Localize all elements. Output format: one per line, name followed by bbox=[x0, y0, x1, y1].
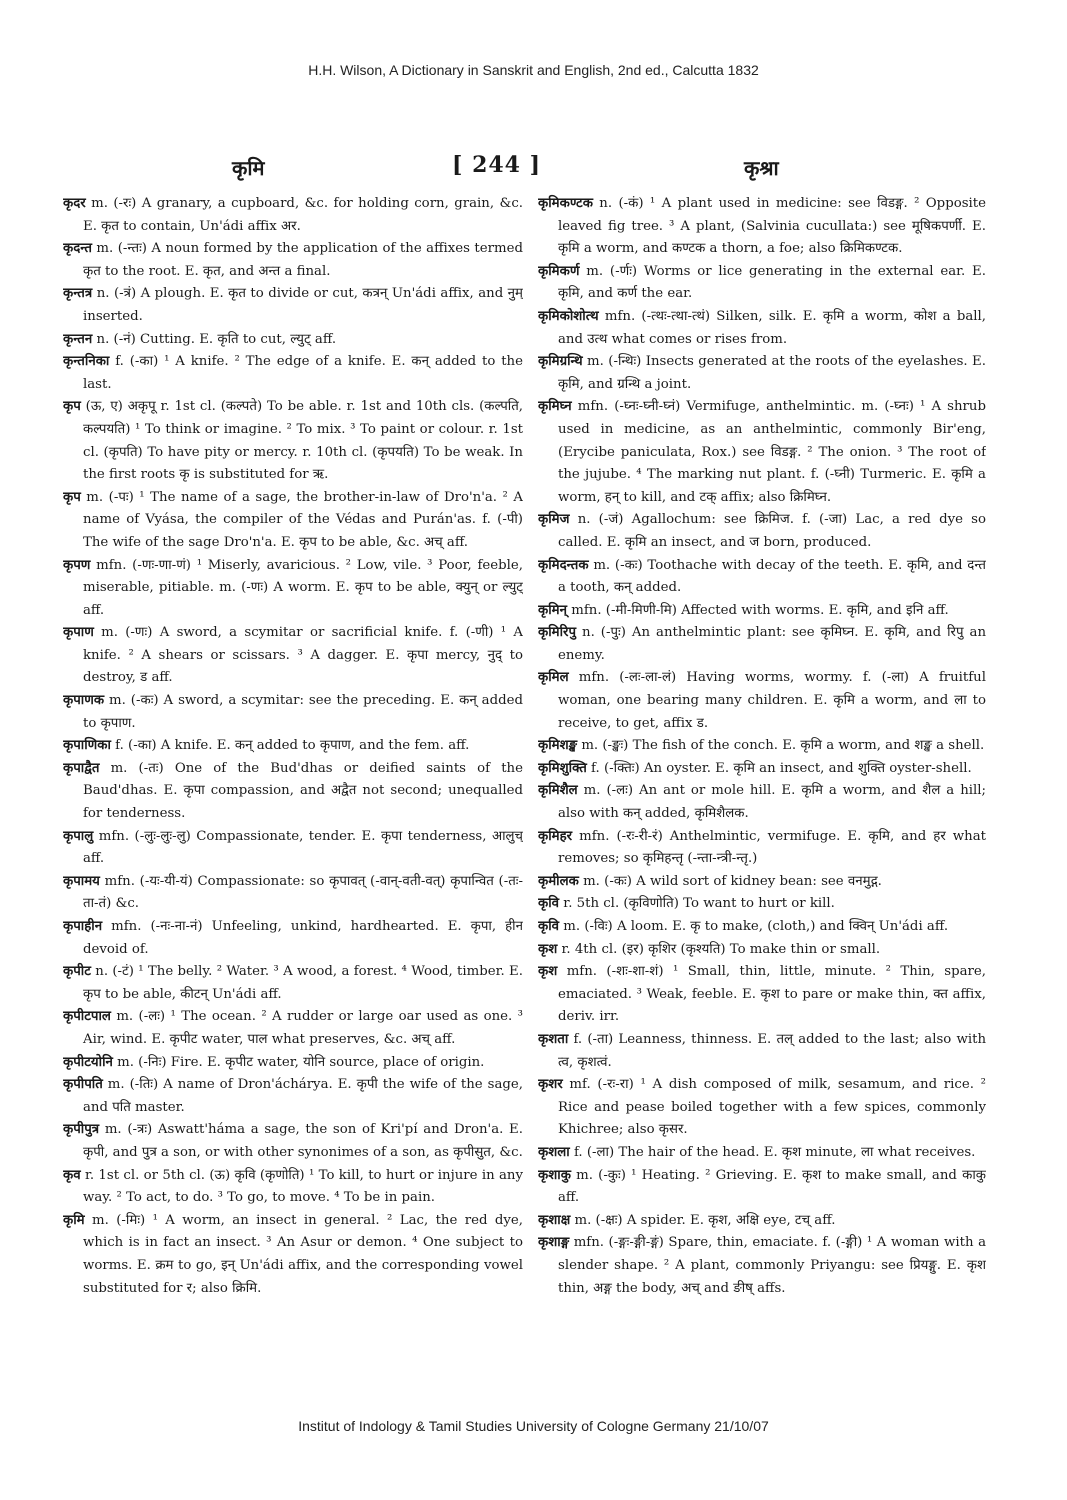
dictionary-entry bbox=[538, 396, 986, 509]
entry-definition: mfn. (-ङ्गः-ङ्गी-ङ्गं) Spare, thin, emaciate. f. (-ङ्गी) ¹ A woman with a slender shape. ² A plant, commonly Priyangu: see प्रियङ्गु. E. कृश thin, अङ्ग the body, अच् and ङीष् affs. bbox=[558, 1235, 986, 1296]
entry-headword: कृमिन् bbox=[538, 602, 567, 618]
dictionary-entry bbox=[63, 735, 523, 758]
entry-definition: mfn. (-मी-मिणी-मि) Affected with worms. E. कृमि, and इनि aff. bbox=[571, 602, 949, 618]
entry-definition: m. (-लः) An ant or mole hill. E. कृमि a worm, and शैल a hill; also with कन् added, कृमिशैलक. bbox=[558, 783, 986, 822]
dictionary-entry bbox=[538, 1232, 986, 1300]
entry-definition: n. (-जं) Agallochum: see क्रिमिज. f. (-जा) Lac, a red dye so called. E. कृमि an insect, and ज born, produced. bbox=[558, 512, 986, 550]
entry-headword: कृपीट bbox=[63, 964, 91, 980]
dictionary-entry bbox=[538, 1210, 986, 1233]
dictionary-entry bbox=[538, 555, 986, 600]
entry-definition: mfn. (-घ्नः-घ्नी-घ्नं) Vermifuge, anthelmintic. m. (-घ्नः) ¹ A shrub used in medicine, as an anthelmintic, commonly Bir'eng, (Erycibe paniculata, Rox.) see विडङ्ग. ² The onion. ³ The root of the jujube. ⁴ The marking nut plant. f. (-घ्नी) Turmeric. E. कृमि a worm, हन् to kill, and टक् affix; also क्रिमिघ्न. bbox=[558, 399, 986, 505]
entry-definition: mfn. (-त्थः-त्था-त्थं) Silken, silk. E. कृमि a worm, कोश a ball, and उत्थ what comes or rises from. bbox=[558, 308, 986, 347]
dictionary-entry bbox=[538, 871, 986, 894]
entry-definition: m. (-न्थिः) Insects generated at the roots of the eyelashes. E. कृमि, and ग्रन्थि a joint. bbox=[558, 354, 986, 392]
entry-definition: m. (-ङ्खः) The fish of the conch. E. कृमि a worm, and शङ्ख a shell. bbox=[581, 738, 985, 754]
dictionary-entry bbox=[63, 487, 523, 555]
entry-headword: कृशर bbox=[538, 1077, 563, 1093]
entry-headword: कृपालु bbox=[63, 828, 94, 844]
dictionary-entry bbox=[63, 396, 523, 486]
entry-definition: mfn. (-शः-शा-शं) ¹ Small, thin, little, minute. ² Thin, spare, emaciated. ³ Weak, feeble. E. कृश to pare or make thin, क्त affix, deriv. irr. bbox=[558, 964, 986, 1025]
entry-headword: कृमिल bbox=[538, 670, 569, 686]
entry-definition: m. (-तः) One of the Bud'dhas or deified saints of the Baud'dhas. E. कृपा compassion, and अद्वैत not second; unequalled for tenderness. bbox=[83, 760, 523, 822]
entry-headword: कृपाहीन bbox=[63, 919, 103, 934]
entry-definition: m. (-न्तः) A noun formed by the application of the affixes termed कृत to the root. E. कृत, and अन्त a final. bbox=[83, 241, 523, 279]
entry-headword: कृशला bbox=[538, 1144, 570, 1160]
entry-definition: r. 1st cl. or 5th cl. (ऊ) कृवि (कृणोति) ¹ To kill, to hurt or injure in any way. ² To act, to do. ³ To go, to move. ⁴ To be in pain. bbox=[83, 1167, 523, 1206]
entry-headword: कृश bbox=[538, 941, 558, 957]
entry-definition: m. (-कः) A sword, a scymitar: see the preceding. E. कन् added to कृपाण. bbox=[83, 693, 523, 731]
dictionary-entry bbox=[63, 1074, 523, 1119]
entry-definition: m. (-कुः) ¹ Heating. ² Grieving. E. कृश to make small, and काकु aff. bbox=[558, 1167, 986, 1206]
entry-headword: कृपाण bbox=[63, 625, 94, 641]
dictionary-entry bbox=[63, 961, 523, 1006]
entry-headword: कृव bbox=[63, 1167, 81, 1183]
entry-definition: m. (-त्रः) Aswatt'háma a sage, the son of Kri'pí and Dron'a. E. कृपी, and पुत्र a son, or with other synonimes of a son, as कृपीसुत, &c. bbox=[83, 1122, 523, 1160]
entry-headword: कृपाद्वैत bbox=[63, 760, 100, 776]
entry-definition: mfn. (-यः-यी-यं) Compassionate: so कृपावत् (-वान्-वती-वत्) कृपान्वित (-तः-ता-तं) &c. bbox=[83, 873, 523, 912]
entry-headword: कृदन्त bbox=[63, 241, 92, 257]
source-citation: H.H. Wilson, A Dictionary in Sanskrit and English, 2nd ed., Calcutta 1832 bbox=[308, 62, 759, 78]
dictionary-entry bbox=[538, 351, 986, 396]
entry-definition: (ऊ, ए) अकृपू r. 1st cl. (कल्पते) To be able. r. 1st and 10th cls. (कल्पति, कल्पयति) ¹ To think or imagine. ² To mix. ³ To paint or colour. r. 1st cl. (कृपति) To have pity or mercy. r. 10th cl. (कृपयति) To be weak. In the first roots कृ is substituted for ऋ. bbox=[83, 399, 523, 483]
entry-definition: mfn. (-णः-णा-णं) ¹ Miserly, avaricious. ² Low, vile. ³ Poor, feeble, miserable, pitiable. m. (-णः) A worm. E. कृप to be able, क्युन् or ल्युट् aff. bbox=[83, 557, 523, 618]
dictionary-entry bbox=[63, 351, 523, 396]
dictionary-entry bbox=[63, 1119, 523, 1164]
entry-definition: m. (-तिः) A name of Dron'áchárya. E. कृपी the wife of the sage, and पति master. bbox=[83, 1077, 523, 1115]
entry-headword: कृप bbox=[63, 489, 81, 505]
dictionary-entry bbox=[63, 555, 523, 623]
entry-headword: कृप bbox=[63, 399, 81, 415]
dictionary-entry bbox=[538, 193, 986, 261]
entry-headword: कृपीपुत्र bbox=[63, 1122, 100, 1138]
entry-headword: कृमिशैल bbox=[538, 783, 578, 799]
dictionary-entry bbox=[538, 306, 986, 351]
dictionary-entry bbox=[63, 329, 523, 352]
right-running-headword: कृश्रा bbox=[744, 156, 779, 180]
entry-definition: n. (-कं) ¹ A plant used in medicine: see विडङ्ग. ² Opposite leaved fig tree. ³ A plant, (Salvinia cucullata:) see मूषिकपर्णी. E. कृमि a worm, and कण्टक a thorn, a foe; also क्रिमिकण्टक. bbox=[558, 196, 986, 257]
entry-headword: कृमिदन्तक bbox=[538, 557, 589, 573]
dictionary-entry bbox=[538, 1142, 986, 1165]
entry-definition: mfn. (-रः-री-रं) Anthelmintic, vermifuge. E. कृमि, and हर what removes; so कृमिहन्तृ (-न्ता-न्त्री-न्तृ.) bbox=[558, 828, 986, 867]
entry-headword: कृदर bbox=[63, 196, 86, 211]
entry-definition: m. (-णः) A sword, a scymitar or sacrificial knife. f. (-णी) ¹ A knife. ² A shears or scissars. ³ A dagger. E. कृपा mercy, नुद् to destroy, ड aff. bbox=[83, 625, 523, 686]
dictionary-entry bbox=[538, 1165, 986, 1210]
entry-headword: कृशाक्ष bbox=[538, 1212, 571, 1228]
entry-definition: mf. (-रः-रा) ¹ A dish composed of milk, sesamum, and rice. ² Rice and pease boiled together with a few spices, commonly Khichree; also कृसर. bbox=[558, 1077, 986, 1138]
dictionary-entry bbox=[538, 735, 986, 758]
left-column bbox=[63, 193, 523, 1411]
entry-definition: m. (-कः) A wild sort of kidney bean: see वनमुद्ग. bbox=[583, 873, 882, 889]
entry-headword: कृवि bbox=[538, 919, 560, 934]
entry-definition: n. (-त्रं) A plough. E. कृत to divide or cut, कत्रन् Un'ádi affix, and नुम् inserted. bbox=[83, 286, 523, 324]
entry-definition: n. (-टं) ¹ The belly. ² Water. ³ A wood, a forest. ⁴ Wood, timber. E. कृप to be able, कीटन् Un'ádi aff. bbox=[83, 964, 523, 1002]
entry-headword: कृपीपति bbox=[63, 1077, 103, 1093]
footer-credit: Institut of Indology & Tamil Studies University of Cologne Germany 21/10/07 bbox=[298, 1418, 769, 1434]
dictionary-entry bbox=[63, 916, 523, 961]
right-column bbox=[538, 193, 986, 1411]
dictionary-entry bbox=[63, 1006, 523, 1051]
entry-definition: f. (-ला) The hair of the head. E. कृश minute, ला what receives. bbox=[573, 1144, 976, 1160]
entry-headword: कृन्तत्र bbox=[63, 286, 93, 302]
dictionary-entry bbox=[63, 758, 523, 826]
dictionary-entry bbox=[63, 826, 523, 871]
dictionary-entry bbox=[63, 193, 523, 238]
dictionary-entry bbox=[63, 690, 523, 735]
dictionary-entry bbox=[63, 283, 523, 328]
dictionary-entry bbox=[538, 758, 986, 781]
entry-headword: कृमिरिपु bbox=[538, 625, 577, 641]
entry-headword: कृपण bbox=[63, 557, 91, 573]
dictionary-entry bbox=[63, 238, 523, 283]
entry-definition: m. (-कः) Toothache with decay of the teeth. E. कृमि, and दन्त a tooth, कन् added. bbox=[558, 557, 986, 596]
entry-headword: कृमि bbox=[63, 1212, 85, 1228]
entry-headword: कृपीटयोनि bbox=[63, 1054, 113, 1070]
entry-definition: m. (-निः) Fire. E. कृपीट water, योनि source, place of origin. bbox=[117, 1054, 485, 1070]
entry-definition: f. (-का) A knife. E. कन् added to कृपाण, and the fem. aff. bbox=[115, 738, 470, 754]
page-number: [ 244 ] bbox=[452, 152, 542, 178]
dictionary-entry bbox=[538, 667, 986, 735]
dictionary-entry bbox=[63, 622, 523, 690]
entry-headword: कृपीटपाल bbox=[63, 1009, 111, 1025]
entry-headword: कृपाणक bbox=[63, 693, 105, 709]
entry-headword: कृवि bbox=[538, 896, 560, 912]
entry-headword: कृपाणिका bbox=[63, 738, 111, 754]
dictionary-entry bbox=[538, 1074, 986, 1142]
entry-definition: m. (-विः) A loom. E. कृ to make, (cloth,) and क्विन् Un'ádi aff. bbox=[563, 919, 949, 934]
dictionary-entry bbox=[538, 509, 986, 554]
dictionary-entry bbox=[538, 261, 986, 306]
entry-headword: कृमिकोशोत्थ bbox=[538, 308, 599, 324]
entry-headword: कृमिहर bbox=[538, 828, 573, 844]
entry-definition: m. (-रः) A granary, a cupboard, &c. for holding corn, grain, &c. E. कृत to contain, Un'ádi affix अर. bbox=[83, 196, 523, 234]
dictionary-entry bbox=[538, 961, 986, 1029]
entry-definition: r. 4th cl. (इर) कृशिर (कृश्यति) To make thin or small. bbox=[561, 941, 881, 957]
entry-definition: m. (-पः) ¹ The name of a sage, the brother-in-law of Dro'n'a. ² A name of Vyása, the compiler of the Védas and Purán'as. f. (-पी) The wife of the sage Dro'n'a. E. कृप to be able, &c. अच् aff. bbox=[83, 489, 523, 550]
entry-definition: m. (-मिः) ¹ A worm, an insect in general. ² Lac, the red dye, which is in fact an insect. ³ An Asur or demon. ⁴ One subject to worms. E. क्रम to go, इन् Un'ádi affix, and the corresponding vowel substituted for र; also क्रिमि. bbox=[83, 1212, 523, 1296]
dictionary-entry bbox=[63, 1052, 523, 1075]
entry-headword: कृन्तन bbox=[63, 331, 93, 347]
dictionary-entry bbox=[63, 1165, 523, 1210]
entry-headword: कृमिशङ्ख bbox=[538, 738, 578, 754]
dictionary-entry bbox=[538, 826, 986, 871]
entry-headword: कृमिकर्ण bbox=[538, 263, 580, 279]
entry-headword: कृमिकण्टक bbox=[538, 196, 593, 211]
entry-definition: mfn. (-नः-ना-नं) Unfeeling, unkind, hardhearted. E. कृपा, हीन devoid of. bbox=[83, 919, 523, 957]
entry-definition: f. (-का) ¹ A knife. ² The edge of a knife. E. कन् added to the last. bbox=[83, 354, 523, 392]
entry-headword: कृमिशुक्ति bbox=[538, 760, 587, 776]
entry-definition: n. (-पुः) An anthelmintic plant: see कृमिघ्न. E. कृमि, and रिपु an enemy. bbox=[558, 625, 986, 663]
entry-headword: कृशाङ्ग bbox=[538, 1235, 570, 1251]
dictionary-entry bbox=[538, 1029, 986, 1074]
entry-headword: कृन्तनिका bbox=[63, 354, 110, 370]
entry-definition: n. (-नं) Cutting. E. कृति to cut, ल्युट् aff. bbox=[96, 331, 337, 347]
entry-definition: m. (-र्णः) Worms or lice generating in the external ear. E. कृमि, and कर्ण the ear. bbox=[558, 263, 986, 302]
dictionary-entry bbox=[538, 780, 986, 825]
entry-headword: कृशाकु bbox=[538, 1167, 571, 1183]
entry-headword: कृशता bbox=[538, 1031, 569, 1047]
dictionary-entry bbox=[538, 916, 986, 939]
entry-definition: f. (-क्तिः) An oyster. E. कृमि an insect, and शुक्ति oyster-shell. bbox=[591, 760, 972, 776]
entry-headword: कृमीलक bbox=[538, 873, 579, 889]
entry-definition: m. (-लः) ¹ The ocean. ² A rudder or large oar used as one. ³ Air, wind. E. कृपीट water, पाल what preserves, &c. अच् aff. bbox=[83, 1009, 523, 1047]
dictionary-entry bbox=[538, 622, 986, 667]
running-head bbox=[0, 150, 1067, 184]
dictionary-entry bbox=[538, 600, 986, 623]
dictionary-entry bbox=[63, 1210, 523, 1300]
entry-headword: कृमिघ्न bbox=[538, 399, 572, 415]
entry-headword: कृश bbox=[538, 964, 558, 980]
dictionary-entry bbox=[63, 871, 523, 916]
entry-definition: f. (-ता) Leanness, thinness. E. तल् added to the last; also with त्व, कृशत्वं. bbox=[558, 1031, 986, 1070]
entry-definition: mfn. (-लुः-लुः-लु) Compassionate, tender. E. कृपा tenderness, आलुच् aff. bbox=[83, 828, 523, 867]
left-running-headword: कृमि bbox=[232, 156, 265, 180]
entry-definition: r. 5th cl. (कृविणोति) To want to hurt or kill. bbox=[563, 896, 835, 912]
entry-headword: कृमिज bbox=[538, 512, 570, 528]
dictionary-entry bbox=[538, 939, 986, 962]
dictionary-entry bbox=[538, 893, 986, 916]
entry-headword: कृमिग्रन्थि bbox=[538, 354, 583, 370]
entry-definition: m. (-क्षः) A spider. E. कृश, अक्षि eye, टच् aff. bbox=[574, 1212, 836, 1228]
entry-headword: कृपामय bbox=[63, 873, 100, 889]
entry-definition: mfn. (-लः-ला-लं) Having worms, wormy. f. (-ला) A fruitful woman, one bearing many children. E. कृमि a worm, and ला to receive, to get, affix ड. bbox=[558, 670, 986, 731]
